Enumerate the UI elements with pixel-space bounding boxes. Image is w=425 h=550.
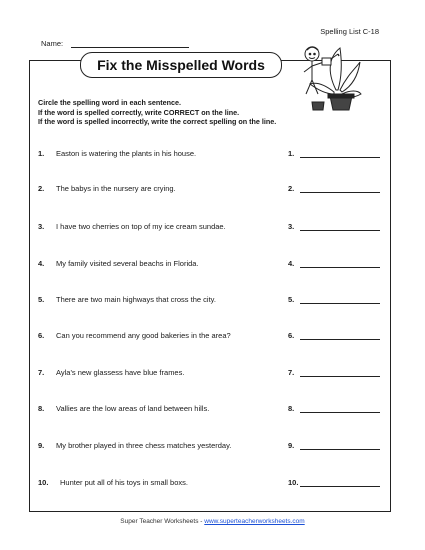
answer-line[interactable] — [300, 486, 380, 487]
question-number: 6. — [38, 331, 45, 340]
question-text: Easton is watering the plants in his house. — [56, 149, 197, 158]
question-row — [38, 404, 383, 416]
question-number: 8. — [38, 404, 45, 413]
question-row — [38, 259, 383, 271]
footer-separator: - — [200, 518, 203, 525]
answer-line[interactable] — [300, 339, 380, 340]
answer-number: 2. — [288, 184, 295, 193]
answer-line[interactable] — [300, 267, 380, 268]
question-row — [38, 149, 383, 161]
question-text: My brother played in three chess matches yesterday. — [56, 441, 232, 450]
answer-line[interactable] — [300, 157, 380, 158]
answer-number: 9. — [288, 441, 295, 450]
answer-line[interactable] — [300, 230, 380, 231]
question-text: There are two main highways that cross the city. — [56, 295, 216, 304]
answer-number: 10. — [288, 478, 299, 487]
question-row — [38, 222, 383, 234]
footer-link[interactable]: www.superteacherworksheets.com — [204, 518, 305, 525]
question-number: 1. — [38, 149, 45, 158]
answer-number: 4. — [288, 259, 295, 268]
answer-line[interactable] — [300, 303, 380, 304]
question-text: Can you recommend any good bakeries in the area? — [56, 331, 231, 340]
instruction-line: If the word is spelled correctly, write CORRECT on the line. — [38, 107, 240, 117]
instruction-line: If the word is spelled incorrectly, write the correct spelling on the line. — [38, 117, 277, 126]
answer-line[interactable] — [300, 192, 380, 193]
footer — [0, 518, 425, 525]
question-number: 3. — [38, 222, 45, 231]
name-label: Name: — [41, 39, 64, 48]
question-row — [38, 368, 383, 380]
question-number: 5. — [38, 295, 45, 304]
question-text: My family visited several beachs in Florida. — [56, 259, 199, 268]
answer-number: 7. — [288, 368, 295, 377]
question-row — [38, 478, 383, 490]
spelling-list-label: Spelling List C-18 — [320, 27, 379, 36]
answer-number: 1. — [288, 149, 295, 158]
question-row — [38, 184, 383, 196]
question-text: Hunter put all of his toys in small boxs. — [60, 478, 188, 487]
question-number: 4. — [38, 259, 45, 268]
question-text: Ayla's new glassess have blue frames. — [56, 368, 185, 377]
name-row — [41, 39, 189, 48]
question-number: 2. — [38, 184, 45, 193]
question-text: The babys in the nursery are crying. — [56, 184, 176, 193]
answer-line[interactable] — [300, 376, 380, 377]
question-text: Vallies are the low areas of land between hills. — [56, 404, 210, 413]
name-line[interactable] — [71, 39, 189, 48]
answer-number: 8. — [288, 404, 295, 413]
question-text: I have two cherries on top of my ice cream sundae. — [56, 222, 226, 231]
worksheet-title: Fix the Misspelled Words — [80, 52, 282, 78]
question-row — [38, 441, 383, 453]
answer-number: 3. — [288, 222, 295, 231]
answer-number: 5. — [288, 295, 295, 304]
gardener-illustration-icon — [296, 40, 362, 114]
answer-number: 6. — [288, 331, 295, 340]
question-number: 7. — [38, 368, 45, 377]
question-number: 9. — [38, 441, 45, 450]
question-number: 10. — [38, 478, 49, 487]
answer-line[interactable] — [300, 449, 380, 450]
instruction-line: Circle the spelling word in each sentence. — [38, 98, 181, 107]
question-row — [38, 295, 383, 307]
instructions — [38, 98, 276, 127]
answer-line[interactable] — [300, 412, 380, 413]
question-row — [38, 331, 383, 343]
footer-brand: Super Teacher Worksheets — [120, 518, 199, 525]
